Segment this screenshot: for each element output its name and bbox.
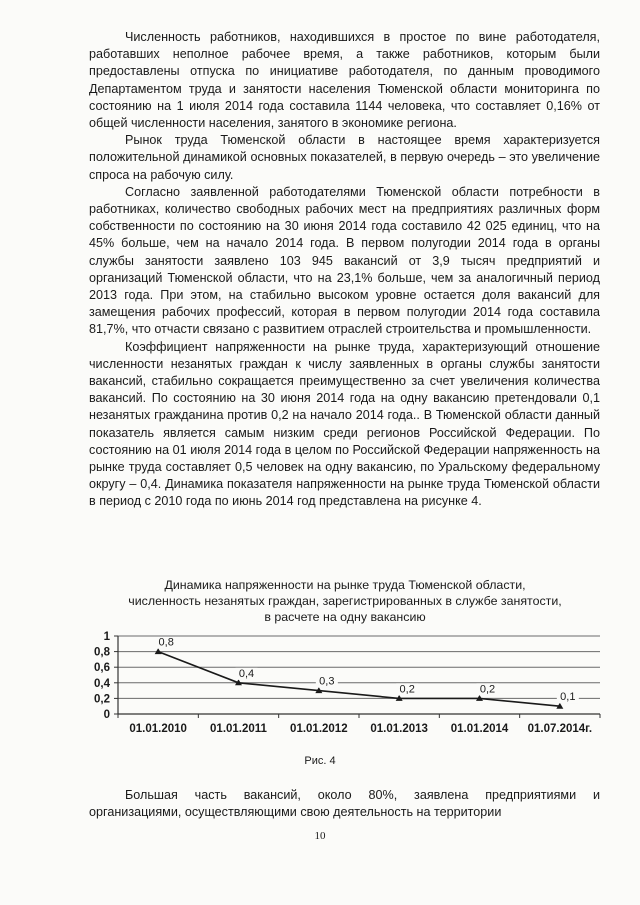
paragraph-vacancy-share: Большая часть вакансий, около 80%, заявлена предприятиями и организациями, осуществляющими свою деятельность на территории xyxy=(89,788,600,820)
paragraph-idle-workers: Численность работников, находившихся в простое по вине работодателя, работавших неполное рабочее время, а также работников, которым были предоставлены отпуска по инициативе работодателя, по данным проводимого Департаментом труда и занятости населения Тюменской области мониторинга по состоянию на 1 июля 2014 года составила 1144 человека, что составляет 0,16% от общей численности населения, занятого в экономике региона. xyxy=(89,30,600,131)
data-label: 0,4 xyxy=(238,667,255,680)
x-tick-label: 01.01.2013 xyxy=(370,723,428,735)
paragraph-tension-coefficient: Коэффициент напряженности на рынке труда, характеризующий отношение численности незанятых граждан к числу заявленных в органы службы занятости вакансий, стабильно сокращается преимущественно за счет увеличения количества вакансий. По состоянию на 30 июня 2014 года на одну вакансию претендовали 0,1 незанятых гражданина против 0,2 на начало 2014 года.. В Тюменской области данный показатель является самым низким среди регионов Российской Федерации. По состоянию на 01 июля 2014 года в целом по Российской Федерации напряженность на рынке труда составляет 0,5 человек на одну вакансию, по Уральскому федеральному округу – 0,4. Динамика показателя напряженности на рынке труда Тюменской области в период с 2010 года по июнь 2014 год представлена на рисунке 4. xyxy=(89,339,600,509)
y-tick-label: 0,8 xyxy=(94,646,110,659)
x-tick-label: 01.01.2012 xyxy=(290,723,348,735)
paragraph-labor-market: Рынок труда Тюменской области в настоящее время характеризуется положительной динамикой основных показателей, в первую очередь – это увеличение спроса на рабочую силу. xyxy=(89,133,600,182)
y-tick-label: 0,4 xyxy=(94,677,110,690)
page-number: 10 xyxy=(314,830,326,842)
data-label: 0,8 xyxy=(158,636,174,649)
data-label: 0,1 xyxy=(560,691,576,704)
y-tick-label: 0,2 xyxy=(94,693,110,706)
y-tick-label: 0 xyxy=(103,709,110,721)
chart-title-line-2: численность незанятых граждан, зарегистрированных в службе занятости, xyxy=(128,594,562,608)
chart-title-line-1: Динамика напряженности на рынке труда Тюменской области, xyxy=(164,578,526,592)
data-label: 0,2 xyxy=(399,683,415,696)
y-tick-label: 1 xyxy=(103,631,110,643)
body-text-bottom xyxy=(89,787,600,821)
paragraph-vacancies: Согласно заявленной работодателями Тюменской области потребности в работниках, количество свободных рабочих мест на предприятиях различных форм собственности по состоянию на 30 июня 2014 года составило 42 025 единиц, что на 45% больше, чем на начало 2014 года. В первом полугодии 2014 года в органы службы занятости заявлено 103 945 вакансий от 3,9 тысяч предприятий и организаций Тюменской области, что на 23,1% больше, чем за аналогичный период 2013 года. При этом, на стабильно высоком уровне остается доля вакансий для замещения рабочих профессий, которая в первом полугодии 2014 года составила 81,7%, что отчасти связано с развитием отраслей строительства и промышленности. xyxy=(89,184,600,337)
data-label: 0,2 xyxy=(479,683,496,696)
data-label: 0,3 xyxy=(319,675,335,688)
x-tick-label: 01.01.2011 xyxy=(210,723,267,735)
x-tick-label: 01.07.2014г. xyxy=(527,723,593,735)
x-tick-label: 01.01.2014 xyxy=(450,723,509,735)
figure-caption: Рис. 4 xyxy=(304,755,336,767)
x-tick-label: 01.01.2010 xyxy=(129,723,187,735)
chart-title-line-3: в расчете на одну вакансию xyxy=(264,610,426,624)
y-tick-label: 0,6 xyxy=(94,662,110,675)
